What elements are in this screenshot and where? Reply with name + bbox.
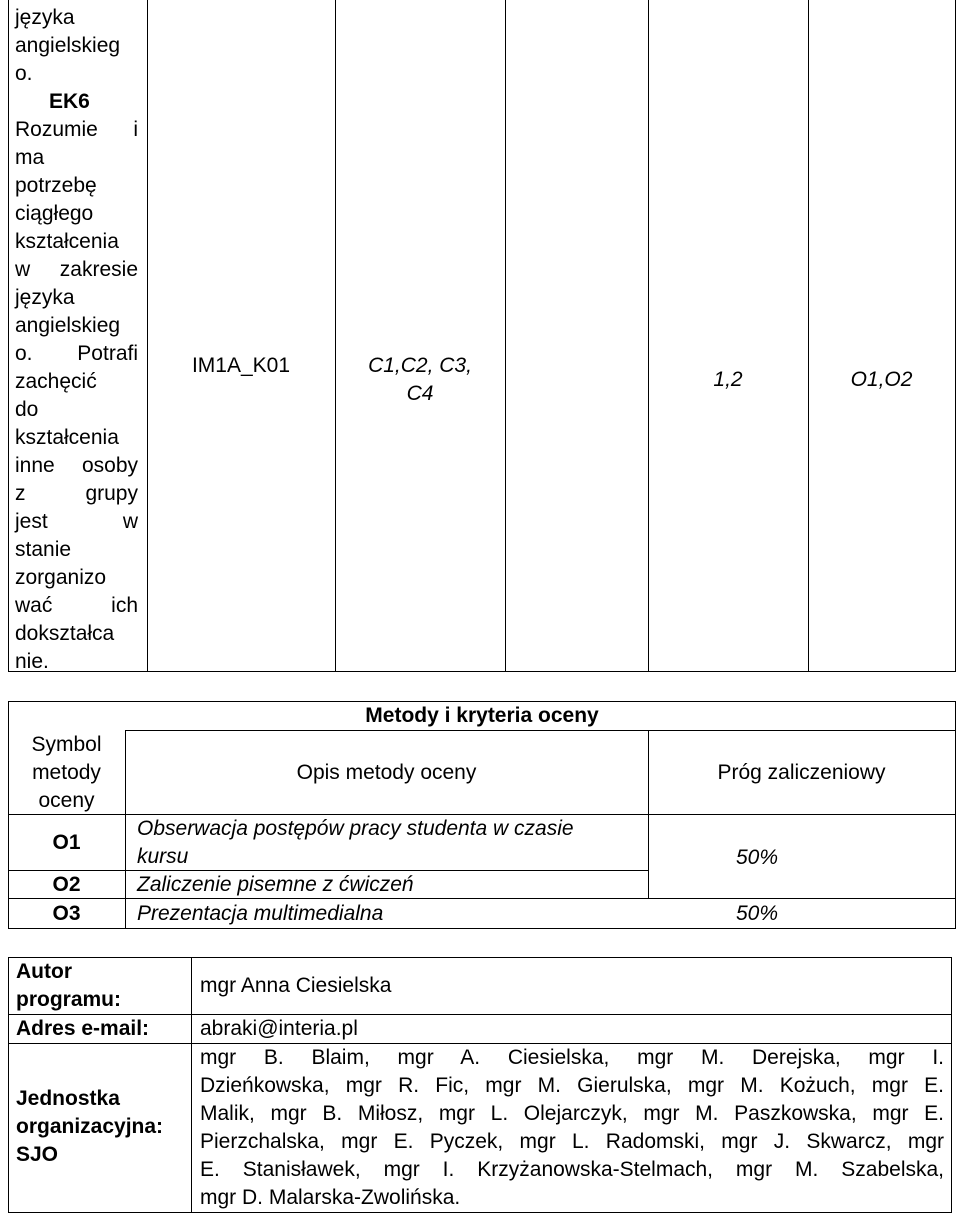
top-table-border — [335, 0, 336, 672]
author-value: mgr Anna Ciesielska — [200, 974, 392, 997]
method-description: kursu — [137, 845, 189, 868]
outcome-line: wać ich — [15, 594, 138, 617]
author-label: Autor — [16, 960, 72, 983]
author-table-border — [8, 957, 9, 1213]
unit-value-line: Malik, mgr B. Miłosz, mgr L. Olejarczyk, mgr M. Paszkowska, mgr E. — [200, 1102, 944, 1125]
author-table-border — [8, 957, 952, 958]
outcome-code: EK6 — [49, 90, 90, 113]
outcome-line: angielskieg — [15, 34, 121, 57]
outcome-reference-code: IM1A_K01 — [191, 354, 291, 377]
unit-label: organizacyjna: — [16, 1115, 164, 1138]
methods-table-border — [648, 730, 649, 898]
unit-label: SJO — [16, 1143, 59, 1166]
outcome-line: potrzebę — [15, 174, 97, 197]
outcome-line: ciągłego — [15, 202, 94, 225]
outcome-line: w zakresie — [15, 258, 138, 281]
method-threshold: 50% — [736, 902, 779, 925]
header-symbol: Symbol — [31, 733, 102, 756]
outcome-line: Rozumie i — [15, 118, 138, 141]
top-table-border — [8, 671, 956, 672]
outcome-line: zachęcić — [15, 370, 97, 393]
method-threshold: 50% — [736, 846, 779, 869]
header-threshold: Próg zaliczeniowy — [717, 761, 886, 784]
outcome-line: stanie — [15, 538, 72, 561]
outcome-line: o. — [15, 62, 33, 85]
outcome-line: kształcenia — [15, 426, 119, 449]
outcome-line: języka — [15, 286, 75, 309]
outcome-line: jest w — [15, 510, 138, 533]
unit-label: Jednostka — [16, 1087, 120, 1110]
outcome-line: dokształca — [15, 622, 115, 645]
methods-table-border — [8, 928, 956, 929]
outcome-line: ma — [15, 146, 45, 169]
top-table-border — [648, 0, 649, 672]
header-symbol: metody — [32, 761, 101, 784]
method-symbol: O3 — [52, 902, 81, 925]
top-table-border — [808, 0, 809, 672]
outcome-line: do — [15, 398, 39, 421]
header-symbol: oceny — [38, 789, 95, 812]
unit-value-line: mgr D. Malarska-Zwolińska. — [200, 1186, 461, 1209]
top-table-border — [505, 0, 506, 672]
methods-table-border — [955, 701, 956, 929]
methods-table-border — [125, 730, 956, 731]
author-table-border — [191, 957, 192, 1213]
outcome-line: języka — [15, 6, 75, 29]
author-table-border — [8, 1014, 952, 1015]
top-table-border — [955, 0, 956, 672]
unit-value-line: mgr B. Blaim, mgr A. Ciesielska, mgr M. Derejska, mgr I. — [200, 1046, 944, 1069]
top-table-border — [8, 0, 9, 672]
unit-value-line: Pierzchalska, mgr E. Pyczek, mgr L. Radomski, mgr J. Skwarcz, mgr — [200, 1130, 944, 1153]
unit-value-line: Dzieńkowska, mgr R. Fic, mgr M. Gierulska, mgr M. Kożuch, mgr E. — [200, 1074, 944, 1097]
author-table-border — [951, 957, 952, 1213]
outcome-line: o. Potrafi — [15, 342, 138, 365]
outcome-line: z grupy — [15, 482, 138, 505]
unit-value-line: E. Stanisławek, mgr I. Krzyżanowska-Stelmach, mgr M. Szabelska, — [200, 1158, 944, 1181]
outcome-line: nie. — [15, 650, 49, 673]
author-table-border — [8, 1212, 952, 1213]
outcome-line: kształcenia — [15, 230, 119, 253]
goals-line: C4 — [406, 382, 434, 405]
method-description: Prezentacja multimedialna — [137, 902, 384, 925]
email-label: Adres e-mail: — [16, 1017, 150, 1040]
method-description: Obserwacja postępów pracy studenta w czasie — [137, 817, 574, 840]
method-description: Zaliczenie pisemne z ćwiczeń — [137, 873, 414, 896]
author-label: programu: — [16, 988, 121, 1011]
outcome-line: inne osoby — [15, 454, 138, 477]
method-symbol: O2 — [52, 873, 81, 896]
outcome-line: zorganizo — [15, 566, 107, 589]
goals-line: C1,C2, C3, — [368, 354, 472, 377]
top-table-border — [147, 0, 148, 672]
methods-table-title: Metody i kryteria oceny — [365, 704, 599, 727]
methods-cell: O1,O2 — [850, 368, 913, 391]
method-symbol: O1 — [52, 831, 81, 854]
header-description: Opis metody oceny — [296, 761, 477, 784]
topics-cell: 1,2 — [713, 368, 743, 391]
email-value: abraki@interia.pl — [200, 1017, 358, 1040]
outcome-line: angielskieg — [15, 314, 121, 337]
